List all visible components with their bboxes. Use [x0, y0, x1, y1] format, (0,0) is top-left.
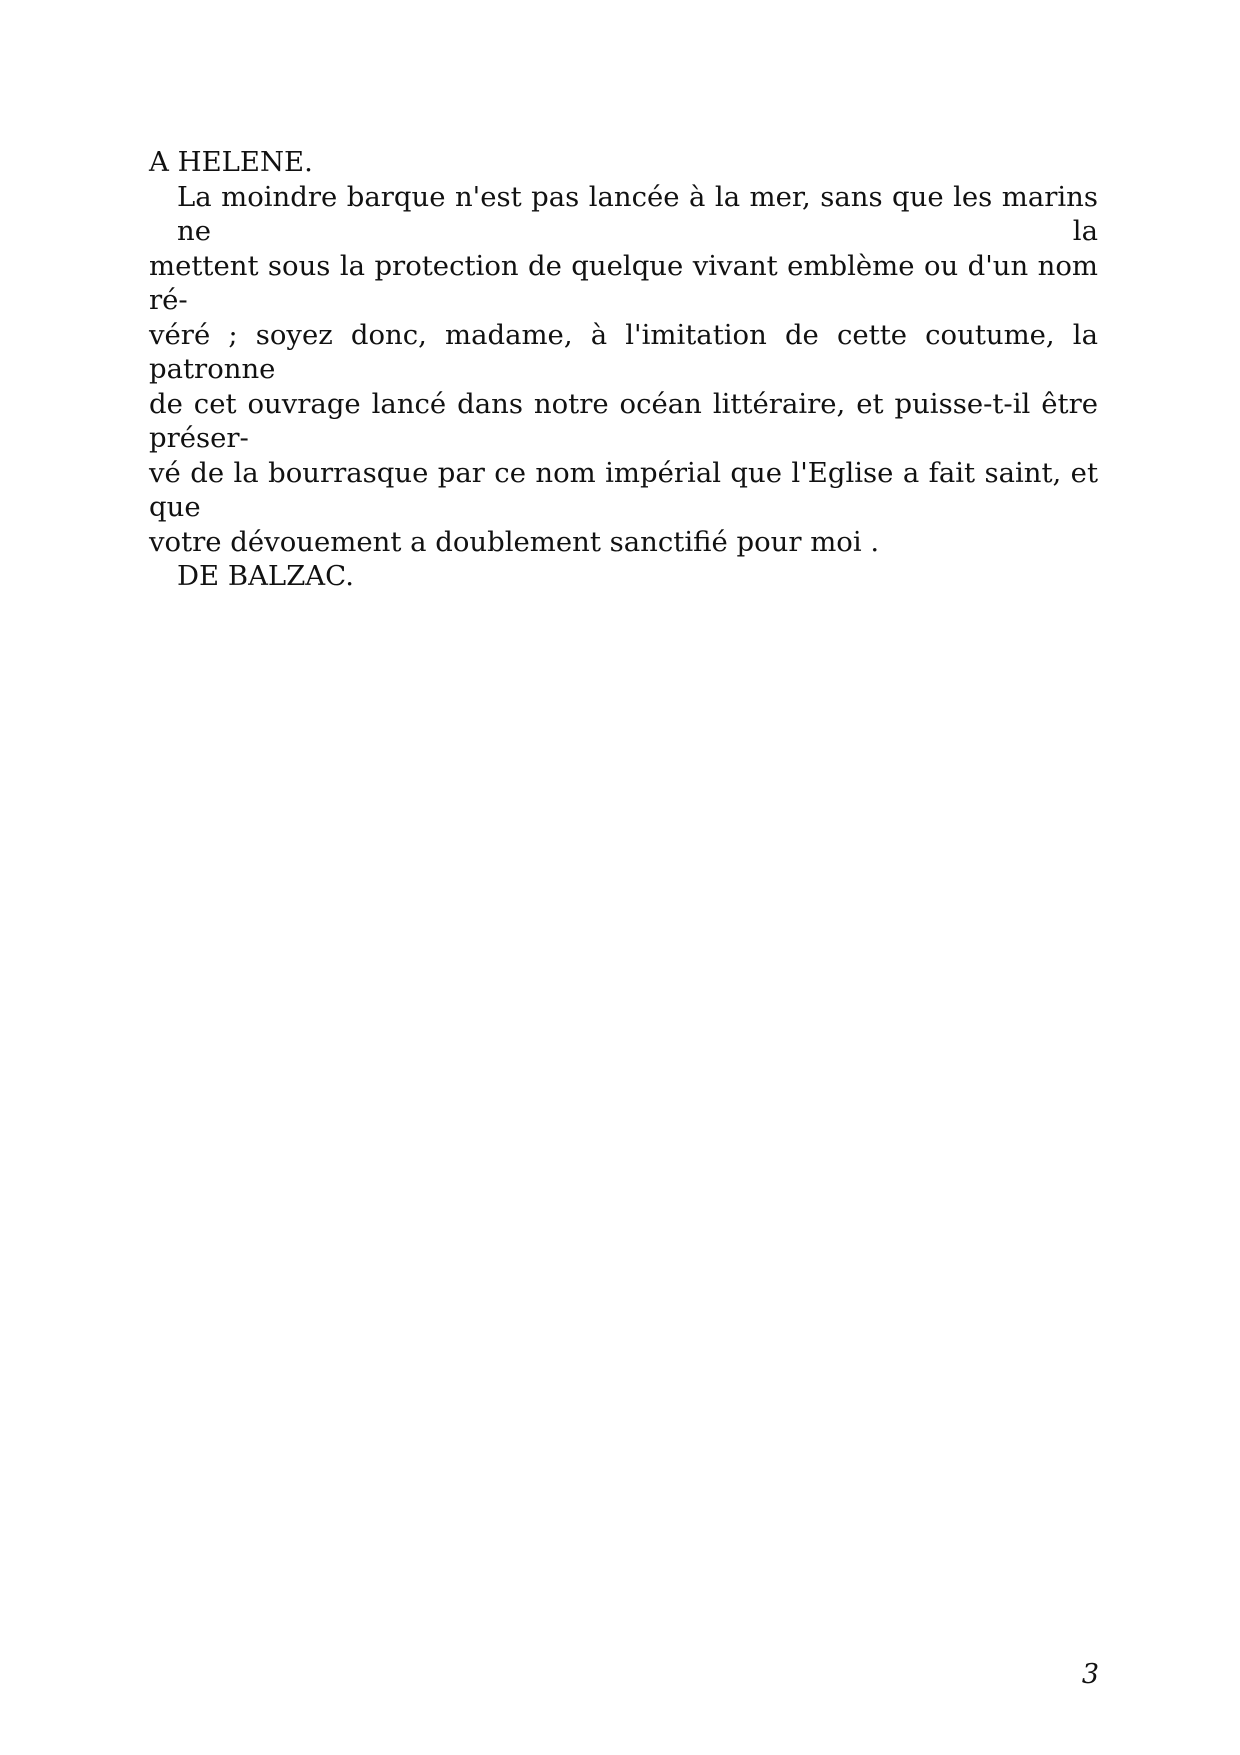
paragraph-line: La moindre barque n'est pas lancée à la mer, sans que les marins ne la — [177, 180, 1098, 247]
paragraph-line: votre dévouement a doublement sanctifié pour moi . — [149, 525, 880, 558]
page-number: 3 — [1081, 1659, 1099, 1690]
paragraph-line: de cet ouvrage lancé dans notre océan littéraire, et puisse-t-il être préser- — [149, 387, 1098, 454]
paragraph-line: véré ; soyez donc, madame, à l'imitation de cette coutume, la patronne — [149, 318, 1098, 385]
paragraph-line: vé de la bourrasque par ce nom impérial que l'Eglise a fait saint, et que — [149, 456, 1098, 523]
dedication-heading: A HELENE. — [149, 146, 313, 178]
signature: DE BALZAC. — [177, 560, 354, 592]
dedication-block — [149, 145, 1098, 594]
paragraph-line: mettent sous la protection de quelque vivant emblème ou d'un nom ré- — [149, 249, 1098, 316]
